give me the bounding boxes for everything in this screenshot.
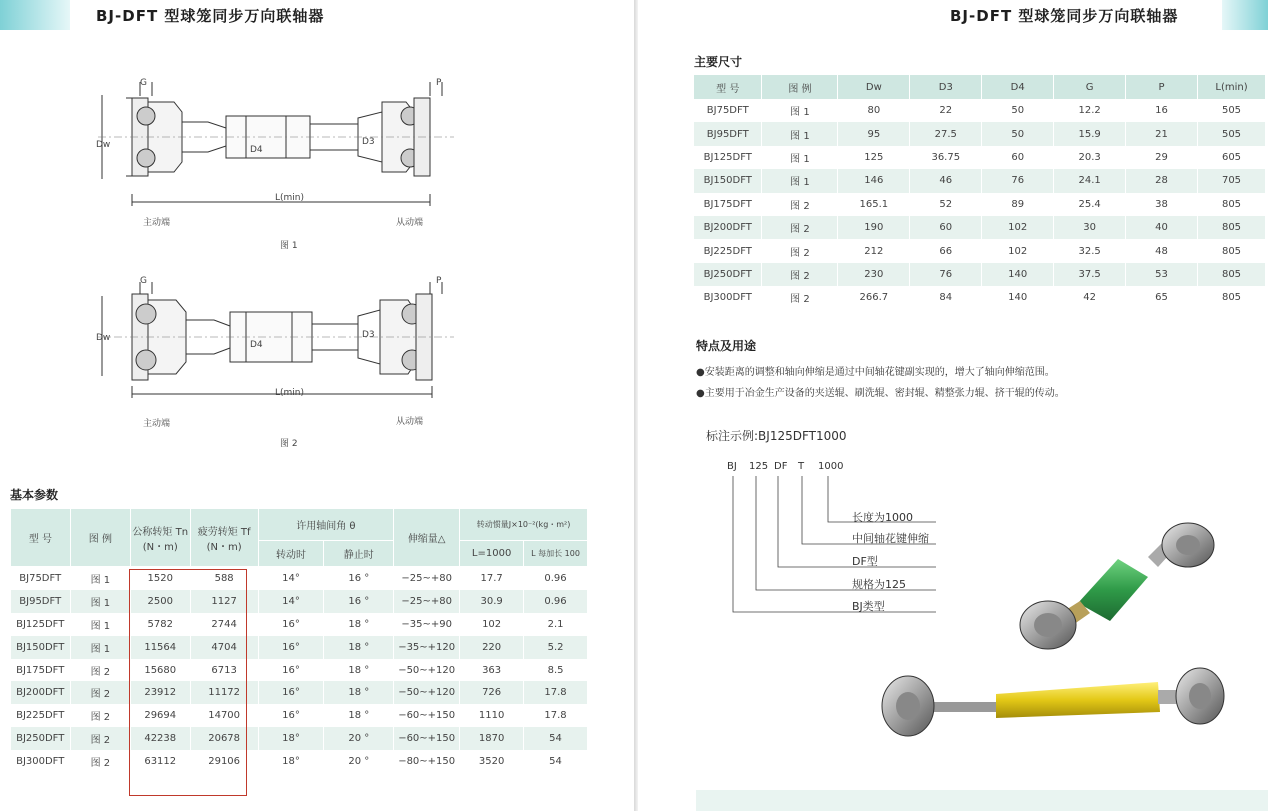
cell: 图 2 (762, 216, 838, 239)
header-static: 静止时 (324, 541, 394, 567)
header-cell: D3 (910, 75, 982, 99)
label-spline: 中间轴花键伸缩 (852, 532, 929, 545)
header-tn (130, 509, 190, 567)
cell: −60~+150 (394, 727, 460, 750)
cell: BJ75DFT (11, 567, 71, 590)
table-row (11, 727, 588, 750)
cell: 53 (1126, 263, 1198, 286)
footer-band (696, 790, 1268, 811)
header-model: 型 号 (11, 509, 71, 567)
cell: 18 ° (324, 613, 394, 636)
cell: 37.5 (1054, 263, 1126, 286)
cell: 3520 (460, 750, 524, 773)
cell: 17.8 (524, 704, 588, 727)
length-label: L(min) (275, 388, 305, 398)
cell: 15680 (130, 659, 190, 682)
cell: BJ150DFT (694, 169, 762, 192)
cell: BJ175DFT (694, 193, 762, 216)
cell: 图 1 (70, 613, 130, 636)
cell: 29 (1126, 146, 1198, 169)
header-band (0, 0, 70, 30)
cell: 图 2 (762, 286, 838, 309)
cell: 54 (524, 727, 588, 750)
cell: 76 (910, 263, 982, 286)
cell: 18 ° (324, 704, 394, 727)
cell: 102 (460, 613, 524, 636)
header-cell: 型 号 (694, 75, 762, 99)
header-lper: L 每加长 100 (524, 541, 588, 567)
cell: 220 (460, 636, 524, 659)
cell: 图 2 (70, 727, 130, 750)
d4-label: D4 (250, 340, 263, 350)
cell: 16° (258, 704, 324, 727)
cell: 1520 (130, 567, 190, 590)
cell: 图 1 (762, 122, 838, 145)
cell: BJ250DFT (694, 263, 762, 286)
p-label: P (436, 276, 442, 286)
cell: 63112 (130, 750, 190, 773)
cell: 30 (1054, 216, 1126, 239)
cell: BJ175DFT (11, 659, 71, 682)
table-row (694, 239, 1266, 262)
cell: 52 (910, 193, 982, 216)
cell: 46 (910, 169, 982, 192)
cell: 5782 (130, 613, 190, 636)
cell: 图 2 (762, 263, 838, 286)
cell: 11172 (190, 681, 258, 704)
header-tf-unit: (N・m) (206, 541, 242, 553)
cell: BJ95DFT (694, 122, 762, 145)
cell: 89 (982, 193, 1054, 216)
yellow-coupling-photo (878, 660, 1238, 750)
header-cell: D4 (982, 75, 1054, 99)
cell: 0.96 (524, 567, 588, 590)
cell: 5.2 (524, 636, 588, 659)
header-inertia: 转动惯量J×10⁻²(kg・m²) (460, 509, 588, 541)
label-df-type: DF型 (852, 555, 878, 568)
cell: 18 ° (324, 681, 394, 704)
drive-end-label: 主动端 (143, 218, 171, 228)
table-row (11, 590, 588, 613)
cell: 图 2 (70, 681, 130, 704)
cell: 21 (1126, 122, 1198, 145)
cell: 20 ° (324, 750, 394, 773)
cell: 图 2 (762, 239, 838, 262)
cell: 605 (1198, 146, 1266, 169)
cell: 32.5 (1054, 239, 1126, 262)
cell: 4704 (190, 636, 258, 659)
cell: 140 (982, 263, 1054, 286)
cell: 30.9 (460, 590, 524, 613)
cell: 2500 (130, 590, 190, 613)
cell: 图 2 (70, 750, 130, 773)
cell: 图 1 (762, 99, 838, 122)
cell: 图 2 (70, 659, 130, 682)
cell: 726 (460, 681, 524, 704)
cell: 20.3 (1054, 146, 1126, 169)
cell: 16 ° (324, 590, 394, 613)
cell: 805 (1198, 216, 1266, 239)
header-angle: 许用轴间角 θ (258, 509, 394, 541)
cell: 65 (1126, 286, 1198, 309)
cell: BJ125DFT (694, 146, 762, 169)
header-band (1222, 0, 1268, 30)
cell: 12.2 (1054, 99, 1126, 122)
cell: 2.1 (524, 613, 588, 636)
label-size: 规格为125 (852, 578, 906, 591)
cell: 60 (982, 146, 1054, 169)
header-cell: Dw (838, 75, 910, 99)
params-table (10, 508, 588, 773)
cell: −35~+120 (394, 636, 460, 659)
cell: BJ150DFT (11, 636, 71, 659)
cell: 190 (838, 216, 910, 239)
cell: BJ125DFT (11, 613, 71, 636)
green-coupling-photo (1018, 515, 1228, 655)
cell: −80~+150 (394, 750, 460, 773)
drive-end-label: 主动端 (143, 419, 171, 429)
cell: 805 (1198, 193, 1266, 216)
cell: −50~+120 (394, 681, 460, 704)
cell: 805 (1198, 286, 1266, 309)
table-row (694, 146, 1266, 169)
cell: 22 (910, 99, 982, 122)
cell: 17.8 (524, 681, 588, 704)
cell: 17.7 (460, 567, 524, 590)
cell: 16 (1126, 99, 1198, 122)
cell: 16° (258, 681, 324, 704)
header-tn-label: 公称转矩 Tn (132, 526, 189, 538)
cell: 图 1 (70, 636, 130, 659)
cell: BJ300DFT (11, 750, 71, 773)
cell: −60~+150 (394, 704, 460, 727)
cell: 102 (982, 239, 1054, 262)
cell: −25~+80 (394, 567, 460, 590)
header-cell: 图 例 (762, 75, 838, 99)
cell: 805 (1198, 239, 1266, 262)
cell: 54 (524, 750, 588, 773)
right-page (638, 0, 1268, 811)
cell: BJ200DFT (11, 681, 71, 704)
cell: 29694 (130, 704, 190, 727)
cell: 60 (910, 216, 982, 239)
cell: BJ250DFT (11, 727, 71, 750)
code-size: 125 (749, 461, 769, 472)
cell: 25.4 (1054, 193, 1126, 216)
dims-section-title: 主要尺寸 (694, 55, 743, 69)
cell: 6713 (190, 659, 258, 682)
cell: 588 (190, 567, 258, 590)
cell: 14° (258, 590, 324, 613)
dims-table (694, 75, 1266, 310)
cell: 0.96 (524, 590, 588, 613)
cell: 20678 (190, 727, 258, 750)
cell: 20 ° (324, 727, 394, 750)
cell: 212 (838, 239, 910, 262)
cell: 23912 (130, 681, 190, 704)
label-bj-type: BJ类型 (852, 600, 885, 613)
params-section-title: 基本参数 (10, 488, 59, 502)
table-row (11, 613, 588, 636)
cell: 图 1 (70, 567, 130, 590)
page-title: BJ-DFT 型球笼同步万向联轴器 (950, 7, 1179, 25)
table-row (11, 659, 588, 682)
cell: 140 (982, 286, 1054, 309)
cell: BJ300DFT (694, 286, 762, 309)
cell: 18 ° (324, 636, 394, 659)
cell: 125 (838, 146, 910, 169)
cell: 24.1 (1054, 169, 1126, 192)
fig2-caption: 图 2 (280, 439, 298, 449)
code-type: DF (774, 461, 788, 472)
cell: 16° (258, 636, 324, 659)
cell: 16 ° (324, 567, 394, 590)
cell: 266.7 (838, 286, 910, 309)
torque-highlight-box (129, 569, 247, 796)
table-row (11, 750, 588, 773)
fig1-caption: 图 1 (280, 241, 298, 251)
header-tn-unit: (N・m) (142, 541, 178, 553)
header-l1000: L=1000 (460, 541, 524, 567)
cell: 505 (1198, 122, 1266, 145)
table-row (694, 169, 1266, 192)
cell: 1110 (460, 704, 524, 727)
header-fig: 图 例 (70, 509, 130, 567)
features-section-title: 特点及用途 (696, 339, 757, 353)
cell: 805 (1198, 263, 1266, 286)
cell: 80 (838, 99, 910, 122)
header-cell: G (1054, 75, 1126, 99)
cell: 29106 (190, 750, 258, 773)
header-cell: L(min) (1198, 75, 1266, 99)
cell: 18 ° (324, 659, 394, 682)
table-row (694, 193, 1266, 216)
cell: 图 2 (762, 193, 838, 216)
page-title: BJ-DFT 型球笼同步万向联轴器 (96, 7, 325, 25)
cell: BJ75DFT (694, 99, 762, 122)
cell: −25~+80 (394, 590, 460, 613)
cell: 50 (982, 99, 1054, 122)
cell: 40 (1126, 216, 1198, 239)
example-title: 标注示例:BJ125DFT1000 (706, 429, 847, 443)
d3-label: D3 (362, 137, 375, 147)
d4-label: D4 (250, 145, 263, 155)
cell: 38 (1126, 193, 1198, 216)
feature-item: ●安装距离的调整和轴向伸缩是通过中间轴花键副实现的，增大了轴向伸缩范围。 (696, 367, 1055, 378)
table-row (694, 122, 1266, 145)
cell: 14700 (190, 704, 258, 727)
table-row (694, 286, 1266, 309)
cell: 8.5 (524, 659, 588, 682)
cell: 36.75 (910, 146, 982, 169)
cell: BJ225DFT (11, 704, 71, 727)
cell: 图 1 (762, 169, 838, 192)
cell: 48 (1126, 239, 1198, 262)
cell: 146 (838, 169, 910, 192)
cell: 图 1 (762, 146, 838, 169)
p-label: P (436, 78, 442, 88)
cell: 图 1 (70, 590, 130, 613)
cell: 363 (460, 659, 524, 682)
cell: 1870 (460, 727, 524, 750)
g-label: G (140, 276, 147, 286)
length-label: L(min) (275, 193, 305, 203)
driven-end-label: 从动端 (396, 218, 424, 228)
code-spline: T (798, 461, 805, 472)
table-row (11, 636, 588, 659)
table-row (694, 99, 1266, 122)
cell: 50 (982, 122, 1054, 145)
cell: 15.9 (1054, 122, 1126, 145)
cell: BJ225DFT (694, 239, 762, 262)
cell: 84 (910, 286, 982, 309)
cell: 42 (1054, 286, 1126, 309)
cell: 14° (258, 567, 324, 590)
header-tf (190, 509, 258, 567)
header-tf-label: 疲劳转矩 Tf (197, 526, 251, 538)
dw-label: Dw (96, 333, 111, 343)
d3-label: D3 (362, 330, 375, 340)
header-rotating: 转动时 (258, 541, 324, 567)
cell: 2744 (190, 613, 258, 636)
cell: 28 (1126, 169, 1198, 192)
cell: 11564 (130, 636, 190, 659)
table-row (11, 681, 588, 704)
cell: BJ95DFT (11, 590, 71, 613)
cell: 95 (838, 122, 910, 145)
code-bj: BJ (727, 461, 737, 472)
cell: 16° (258, 659, 324, 682)
g-label: G (140, 78, 147, 88)
cell: 102 (982, 216, 1054, 239)
table-row (694, 263, 1266, 286)
cell: 18° (258, 750, 324, 773)
cell: 705 (1198, 169, 1266, 192)
header-stretch: 伸缩量△ (394, 509, 460, 567)
driven-end-label: 从动端 (396, 417, 424, 427)
cell: BJ200DFT (694, 216, 762, 239)
table-row (11, 704, 588, 727)
table-row (11, 567, 588, 590)
dw-label: Dw (96, 140, 111, 150)
cell: 66 (910, 239, 982, 262)
cell: 505 (1198, 99, 1266, 122)
cell: −35~+90 (394, 613, 460, 636)
cell: 图 2 (70, 704, 130, 727)
cell: 1127 (190, 590, 258, 613)
cell: 230 (838, 263, 910, 286)
label-length: 长度为1000 (852, 511, 913, 524)
cell: 16° (258, 613, 324, 636)
cell: 18° (258, 727, 324, 750)
cell: 165.1 (838, 193, 910, 216)
cell: 42238 (130, 727, 190, 750)
feature-item: ●主要用于冶金生产设备的夹送辊、刷洗辊、密封辊、精整张力辊、挤干辊的传动。 (696, 388, 1065, 399)
cell: −50~+120 (394, 659, 460, 682)
code-length: 1000 (818, 461, 844, 472)
cell: 76 (982, 169, 1054, 192)
cell: 27.5 (910, 122, 982, 145)
header-cell: P (1126, 75, 1198, 99)
table-row (694, 216, 1266, 239)
